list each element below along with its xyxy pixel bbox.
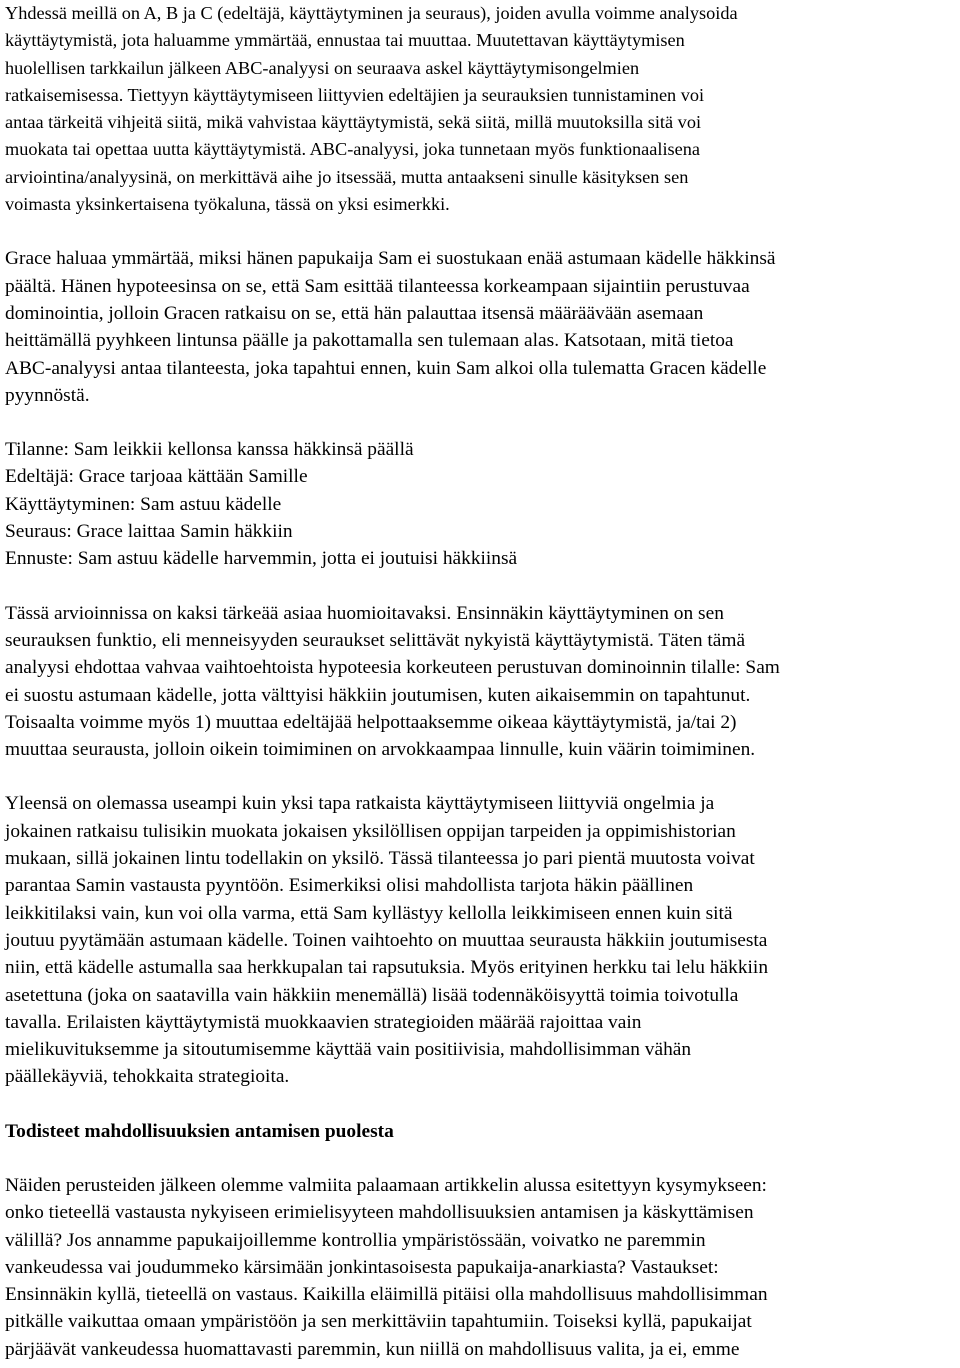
text-line: vankeudessa vai joudummeko kärsimään jonkintasoisesta papukaija-anarkiasta? Vastaukset: — [5, 1256, 719, 1278]
text-line: antaa tärkeitä vihjeitä siitä, mikä vahvistaa käyttäytymistä, sekä siitä, millä muutoksilla sitä voi — [5, 112, 702, 133]
text-line: Grace haluaa ymmärtää, miksi hänen papukaija Sam ei suostukaan enää astumaan kädelle häkkinsä — [5, 248, 776, 270]
text-line: ei suostu astumaan kädelle, jotta välttyisi häkkiin joutumisen, kuten aikaisemmin on tapahtunut. — [5, 684, 751, 706]
text-line: parantaa Samin vastausta pyyntöön. Esimerkiksi olisi mahdollista tarjota häkin päällinen — [5, 875, 694, 897]
text-line: onko tieteellä vastausta nykyiseen erimielisyyteen mahdollisuuksien antamisen ja käskyttämisen — [5, 1202, 754, 1224]
text-line: ratkaisemisessa. Tiettyyn käyttäytymiseen liittyvien edeltäjien ja seurauksien tunnistaminen voi — [5, 84, 705, 105]
abc-antecedent: Edeltäjä: Grace tarjoaa kättään Samille — [5, 466, 308, 488]
text-line: seurauksen funktio, eli menneisyyden seuraukset selittävät nykyistä käyttäytymistä. Täten tämä — [5, 629, 746, 651]
text-line: arviointina/analyysinä, on merkittävä aihe jo itsessää, mutta antaakseni sinulle käsityksen sen — [5, 166, 689, 187]
text-line: Toisaalta voimme myös 1) muuttaa edeltäjää helpottaaksemme oikeaa käyttäytymistä, ja/tai 2) — [5, 711, 737, 733]
abc-behavior: Käyttäytyminen: Sam astuu kädelle — [5, 493, 282, 515]
paragraph-spacer — [5, 573, 955, 600]
text-line: pitkälle vaikuttaa omaan ympäristöön ja sen merkittäviin tapahtumiin. Toiseksi kyllä, papukaijat — [5, 1311, 752, 1333]
paragraph-solutions — [5, 790, 955, 1090]
text-line: Ensinnäkin kyllä, tieteellä on vastaus. Kaikilla eläimillä pitäisi olla mahdollisuus mahdollisimman — [5, 1284, 768, 1306]
text-line: Yleensä on olemassa useampi kuin yksi tapa ratkaista käyttäytymiseen liittyviä ongelmia ja — [5, 793, 715, 815]
abc-analysis-list — [5, 436, 955, 572]
abc-situation: Tilanne: Sam leikkii kellonsa kanssa häkkinsä päällä — [5, 439, 414, 461]
text-line: tavalla. Erilaisten käyttäytymistä muokkaavien strategioiden määrää rajoittaa vain — [5, 1011, 642, 1033]
abc-consequence: Seuraus: Grace laittaa Samin häkkiin — [5, 521, 293, 543]
section-heading: Todisteet mahdollisuuksien antamisen puolesta — [5, 1120, 394, 1142]
text-line: analyysi ehdottaa vahvaa vaihtoehtoista hypoteesia korkeuteen perustuvan dominoinnin tilalle: Sam — [5, 657, 780, 679]
text-line: Näiden perusteiden jälkeen olemme valmiita palaamaan artikkelin alussa esitettyyn kysymykseen: — [5, 1174, 767, 1196]
paragraph-evidence — [5, 1172, 955, 1363]
text-line: päältä. Hänen hypoteesinsa on se, että Sam esittää tilanteessa korkeampaan sijaintiin perustuvaa — [5, 275, 750, 297]
text-line: heittämällä pyyhkeen lintunsa päälle ja pakottamalla sen tulemaan alas. Katsotaan, mitä tietoa — [5, 330, 734, 352]
text-line: Tässä arvioinnissa on kaksi tärkeää asiaa huomioitavaksi. Ensinnäkin käyttäytyminen on sen — [5, 602, 724, 624]
document-page — [5, 0, 955, 1363]
text-line: asetettuna (joka on saatavilla vain häkkiin menemällä) lisää todennäköisyyttä toimia toivotulla — [5, 984, 739, 1006]
text-line: jokainen ratkaisu tulisikin muokata jokaisen yksilöllisen oppijan tarpeiden ja oppimishistorian — [5, 820, 736, 842]
text-line: leikkitilaksi vain, kun voi olla varma, että Sam kyllästyy kellolla leikkimiseen ennen kuin sitä — [5, 902, 733, 924]
text-line: ABC-analyysi antaa tilanteesta, joka tapahtui ennen, kuin Sam alkoi olla tulematta Gracen kädelle — [5, 357, 767, 379]
paragraph-spacer — [5, 218, 955, 245]
paragraph-spacer — [5, 1091, 955, 1118]
paragraph-spacer — [5, 409, 955, 436]
text-line: joutuu pyytämään astumaan kädelle. Toinen vaihtoehto on muuttaa seurausta häkkiin joutumisesta — [5, 929, 768, 951]
paragraph-spacer — [5, 1145, 955, 1172]
text-line: voimasta yksinkertaisena työkaluna, tässä on yksi esimerkki. — [5, 194, 450, 215]
paragraph-abc-intro — [5, 0, 955, 218]
text-line: mukaan, sillä jokainen lintu todellakin on yksilö. Tässä tilanteessa jo pari pientä muutosta voivat — [5, 848, 755, 870]
text-line: Yhdessä meillä on A, B ja C (edeltäjä, käyttäytyminen ja seuraus), joiden avulla voimme analysoida — [5, 3, 738, 23]
text-line: dominointia, jolloin Gracen ratkaisu on se, että hän palauttaa itsensä määräävään asemaan — [5, 302, 704, 324]
text-line: päällekäyviä, tehokkaita strategioita. — [5, 1066, 290, 1088]
paragraph-spacer — [5, 763, 955, 790]
text-line: huolellisen tarkkailun jälkeen ABC-analyysi on seuraava askel käyttäytymisongelmien — [5, 57, 640, 78]
text-line: mielikuvituksemme ja sitoutumisemme käyttää vain positiivisia, mahdollisimman vähän — [5, 1039, 692, 1061]
text-line: muuttaa seurausta, jolloin oikein toimiminen on arvokkaampaa linnulle, kuin väärin toimiminen. — [5, 739, 756, 761]
text-line: pyynnöstä. — [5, 384, 90, 406]
paragraph-grace-example — [5, 245, 955, 409]
paragraph-assessment — [5, 600, 955, 764]
text-line: välillä? Jos annamme papukaijoillemme kontrollia ympäristössään, voivatko ne paremmin — [5, 1229, 706, 1251]
abc-prediction: Ennuste: Sam astuu kädelle harvemmin, jotta ei joutuisi häkkiinsä — [5, 548, 518, 570]
text-line: pärjäävät vankeudessa huomattavasti paremmin, kun niillä on mahdollisuus valita, ja ei, emme — [5, 1338, 740, 1360]
text-line: käyttäytymistä, jota haluamme ymmärtää, ennustaa tai muuttaa. Muutettavan käyttäytymisen — [5, 30, 685, 51]
text-line: muokata tai opettaa uutta käyttäytymistä. ABC-analyysi, joka tunnetaan myös funktionaalisena — [5, 139, 701, 160]
text-line: niin, että kädelle astumalla saa herkkupalan tai rapsutuksia. Myös erityinen herkku tai lelu häkkiin — [5, 957, 769, 979]
